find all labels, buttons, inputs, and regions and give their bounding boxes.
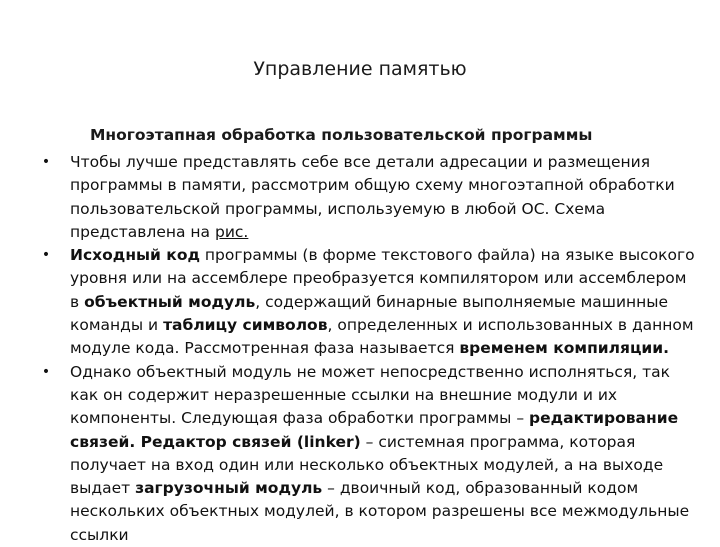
bullet-icon: •: [41, 154, 51, 170]
list-item: [38, 361, 698, 547]
bullet-icon: •: [41, 247, 51, 264]
term-load-module: загрузочный модуль: [135, 479, 323, 498]
list-item: [38, 244, 698, 360]
bullet-2-text-1: программы (в форме текстового файла) на языке высокого уровня или на ассемблере преобразуется компилятором или ассемблером в: [70, 246, 695, 311]
term-object-module: объектный модуль: [84, 292, 256, 311]
bullet-1-text: Чтобы лучше представлять себе все детали адресации и размещения программы в памяти, рассмотрим общую схему многоэтапной обработки пользовательской программы, используемую в любой ОС. Схема представлена на: [70, 153, 675, 241]
bullet-list: [38, 151, 698, 547]
bullet-3-text-3: – двоичный код, образованный кодом нескольких объектных модулей, в котором разрешены все межмодульные ссылки: [70, 479, 690, 544]
bullet-2-text-2: , содержащий бинарные выполняемые машинные команды и: [70, 292, 669, 335]
figure-link[interactable]: рис.: [214, 222, 249, 241]
slide-title: Управление памятью: [253, 58, 467, 80]
term-linker: редактирование связей. Редактор связей (linker): [70, 409, 679, 451]
bullet-3-text-2: – системная программа, которая получает на вход один или несколько объектных модулей, а на выходе выдает: [70, 432, 664, 498]
term-source-code: Исходный код: [70, 246, 200, 265]
slide-subtitle: Многоэтапная обработка пользовательской программы: [90, 126, 593, 144]
bullet-icon: •: [41, 363, 51, 380]
term-symbol-table: таблицу символов: [163, 316, 328, 335]
bullet-3-text-1: Однако объектный модуль не может непосредственно исполняться, так как он содержит неразрешенные ссылки на внешние модули и их компоненты. Следующая фаза обработки программы –: [70, 362, 671, 428]
list-item: [38, 151, 698, 244]
bullet-2-text-3: , определенных и использованных в данном модуле кода. Рассмотренная фаза называется: [70, 316, 694, 358]
term-compile-time: временем компиляции.: [459, 339, 670, 358]
